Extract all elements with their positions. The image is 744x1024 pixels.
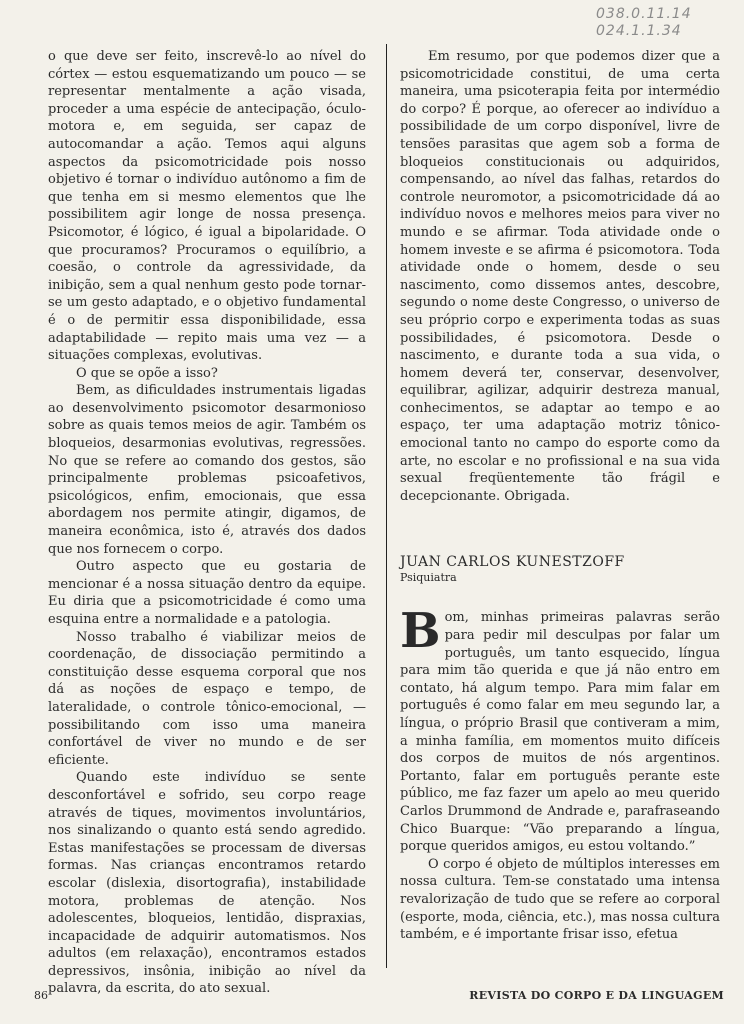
right-column <box>400 48 720 944</box>
page-number: 86 <box>34 989 48 1002</box>
handwritten-note-line: 038.0.11.14 <box>596 6 692 22</box>
paragraph: Em resumo, por que podemos dizer que a psicomotricidade constitui, de uma certa maneira, uma psicoterapia feita por intermédio do corpo? É porque, ao oferecer ao indivíduo a possibilidade de um corpo disponível, livre de tensões parasitas que agem sob a forma de bloqueios constitucionais ou adquiridos, compensando, ao nível das falhas, retardos do controle neuromotor, a psicomotricidade dá ao indivíduo novos e melhores meios para viver no mundo e se afirmar. Toda atividade onde o homem investe e se afirma é psicomotora. Toda atividade onde o homem, desde o seu nascimento, como dissemos antes, descobre, segundo o nome deste Congresso, o universo de seu próprio corpo e experimenta todas as suas possibilidades, é psicomotora. Desde o nascimento, e durante toda a sua vida, o homem deverá ter, conservar, desenvolver, equilibrar, agilizar, adquirir destreza manual, conhecimentos, se adaptar ao tempo e ao espaço, ter uma adaptação motriz tônico-emocional tanto no campo do esporte como da arte, no escolar e no profissional e na sua vida sexual freqüentemente tão frágil e decepcionante. Obrigada. <box>400 49 720 504</box>
paragraph: O corpo é objeto de múltiplos interesses em nossa cultura. Tem-se constatado uma intensa revalorização de tudo que se refere ao corporal (esporte, moda, ciência, etc.), mas nossa cultura também, e é importante frisar isso, efetua <box>400 856 720 943</box>
handwritten-catalog-note <box>596 6 736 40</box>
journal-title: REVISTA DO CORPO E DA LINGUAGEM <box>469 989 724 1002</box>
handwritten-note-line: 024.1.1.34 <box>596 23 682 39</box>
author-role: Psiquiatra <box>400 571 457 585</box>
paragraph <box>400 603 720 855</box>
author-block <box>400 553 720 585</box>
paragraph: Bem, as dificuldades instrumentais ligadas ao desenvolvimento psicomotor desarmonioso sobre as quais temos meios de agir. Também os bloqueios, desarmonias evolutivas, regressões. No que se refere ao comando dos gestos, são principalmente problemas psicoafetivos, psicológicos, enfim, emocionais, que essa abordagem nos permite atingir, digamos, de maneira econômica, isto é, através dos dados que nos fornecem o corpo. <box>48 383 366 557</box>
paragraph: Outro aspecto que eu gostaria de mencionar é a nossa situação dentro da equipe. Eu diria que a psicomotricidade é como uma esquina entre a normalidade e a patologia. <box>48 559 366 627</box>
speech-body <box>400 603 720 943</box>
column-divider <box>386 44 387 968</box>
paragraph: Nosso trabalho é viabilizar meios de coordenação, de dissociação permitindo a constituição desse esquema corporal que nos dá as noções de espaço e tempo, de lateralidade, o controle tônico-emocional, — possibilitando com isso uma maneira confortável de viver no mundo e de ser eficiente. <box>48 629 366 768</box>
dropcap: B <box>400 603 441 660</box>
paragraph-text: om, minhas primeiras palavras serão para pedir mil desculpas por falar um português, um tanto esquecido, língua para mim tão querida e que já não entro em contato, há algum tempo. Para mim falar em português é como falar em meu segundo lar, a língua, o próprio Brasil que contiveram a mim, a minha família, em momentos muito difíceis dos corpos de muitos de nós argentinos. Portanto, falar em português perante este público, me faz fazer um apelo ao meu querido Carlos Drummond de Andrade e, parafraseando Chico Buarque: “Vão preparando a língua, porque queridos amigos, eu estou voltando.” <box>400 610 720 855</box>
paragraph: o que deve ser feito, inscrevê-lo ao nível do córtex — estou esquematizando um pouco — se representar mentalmente a ação visada, proceder a uma espécie de antecipação, óculo-motora e, em seguida, ser capaz de autocomandar a ação. Temos aqui alguns aspectos da psicomotricidade pois nosso objetivo é tornar o indivíduo autônomo a fim de que tenha em si mesmo elementos que lhe possibilitem agir longe de nossa presença. Psicomotor, é lógico, é igual a bipolaridade. O que procuramos? Procuramos o equilíbrio, a coesão, o controle da agressividade, da inibição, sem a qual nenhum gesto pode tornar-se um gesto adaptado, e o objetivo fundamental é o de permitir essa disponibilidade, essa adaptabilidade — repito mais uma vez — a situações complexas, evolutivas. <box>48 49 366 364</box>
author-name: JUAN CARLOS KUNESTZOFF <box>400 554 625 571</box>
left-column <box>48 48 366 998</box>
paragraph: O que se opõe a isso? <box>76 365 218 381</box>
paragraph: Quando este indivíduo se sente desconfortável e sofrido, seu corpo reage através de tiques, movimentos involuntários, nos sinalizando o quanto está sendo agredido. Estas manifestações se processam de diversas formas. Nas crianças encontramos retardo escolar (dislexia, disortografia), instabilidade motora, problemas de atenção. Nos adolescentes, bloqueios, lentidão, dispraxias, incapacidade de adquirir automatismos. Nos adultos (em relaxação), encontramos estados depressivos, insônia, inibição ao nível da palavra, da escrita, do ato sexual. <box>48 770 366 997</box>
